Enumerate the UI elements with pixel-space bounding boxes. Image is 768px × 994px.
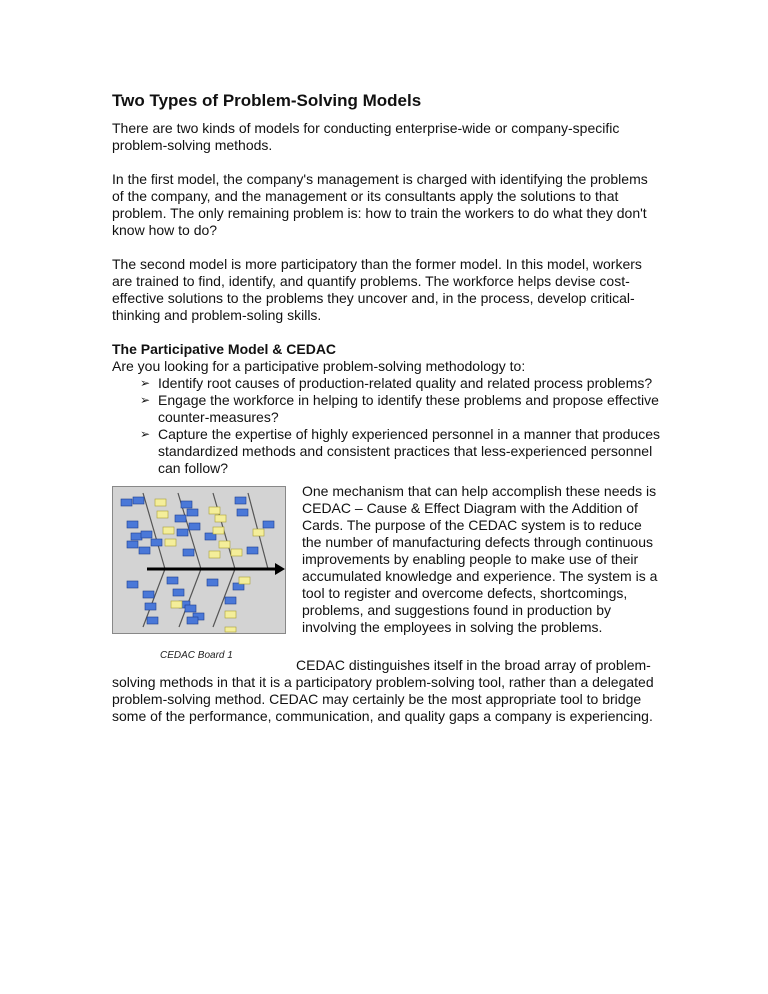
- first-model-paragraph: In the first model, the company's management is charged with identifying the problems of the company, and the management or its consultants apply the solutions to that problem. The only remaining problem is: how to train the workers to do what they don't know how to do?: [112, 171, 648, 238]
- second-model-paragraph: The second model is more participatory than the former model. In this model, workers are trained to find, identify, and quantify problems. The workforce helps devise cost-effective solutions to the problems they uncover and, in the process, develop critical-thinking and problem-soling skills.: [112, 256, 642, 323]
- bullet-item: ➢ Engage the workforce in helping to identify these problems and propose effective counter-measures?: [140, 392, 659, 425]
- bullet-item: ➢ Capture the expertise of highly experienced personnel in a manner that produces standardized methods and consistent practices that less-experienced personnel can follow?: [140, 426, 660, 476]
- cedac-board-image: [112, 486, 286, 634]
- page-title: Two Types of Problem-Solving Models: [112, 91, 422, 110]
- closing-paragraph: CEDAC distinguishes itself in the broad array of problem-solving methods in that it is a participatory problem-solving tool, rather than a delegated problem-solving method. CEDAC may certainly be the most appropriate tool to bridge some of the performance, communication, and quality gaps a company is experiencing.: [112, 657, 654, 724]
- intro-paragraph: There are two kinds of models for conducting enterprise-wide or company-specific problem-solving methods.: [112, 120, 620, 153]
- figure-caption: CEDAC Board 1: [160, 650, 233, 661]
- arrow-bullet-icon: ➢: [140, 376, 151, 390]
- cedac-board-diagram: [113, 487, 285, 633]
- arrow-bullet-icon: ➢: [140, 427, 151, 441]
- figure-row: [112, 483, 660, 661]
- section-lead: Are you looking for a participative problem-solving methodology to:: [112, 358, 526, 374]
- bullet-item: ➢ Identify root causes of production-related quality and related process problems?: [140, 375, 653, 391]
- figure-side-text: One mechanism that can help accomplish these needs is CEDAC – Cause & Effect Diagram with the Addition of Cards. The purpose of the CEDAC system is to reduce the number of manufacturing defects through continuous improvements by enabling people to make use of their accumulated knowledge and experience. The system is a tool to register and overcome defects, shortcomings, problems, and suggestions found in production by involving the employees in solving the problems.: [302, 483, 658, 635]
- document-page: [112, 90, 660, 725]
- bullet-list: [112, 375, 660, 477]
- section-heading: The Participative Model & CEDAC: [112, 341, 337, 357]
- arrow-bullet-icon: ➢: [140, 393, 151, 407]
